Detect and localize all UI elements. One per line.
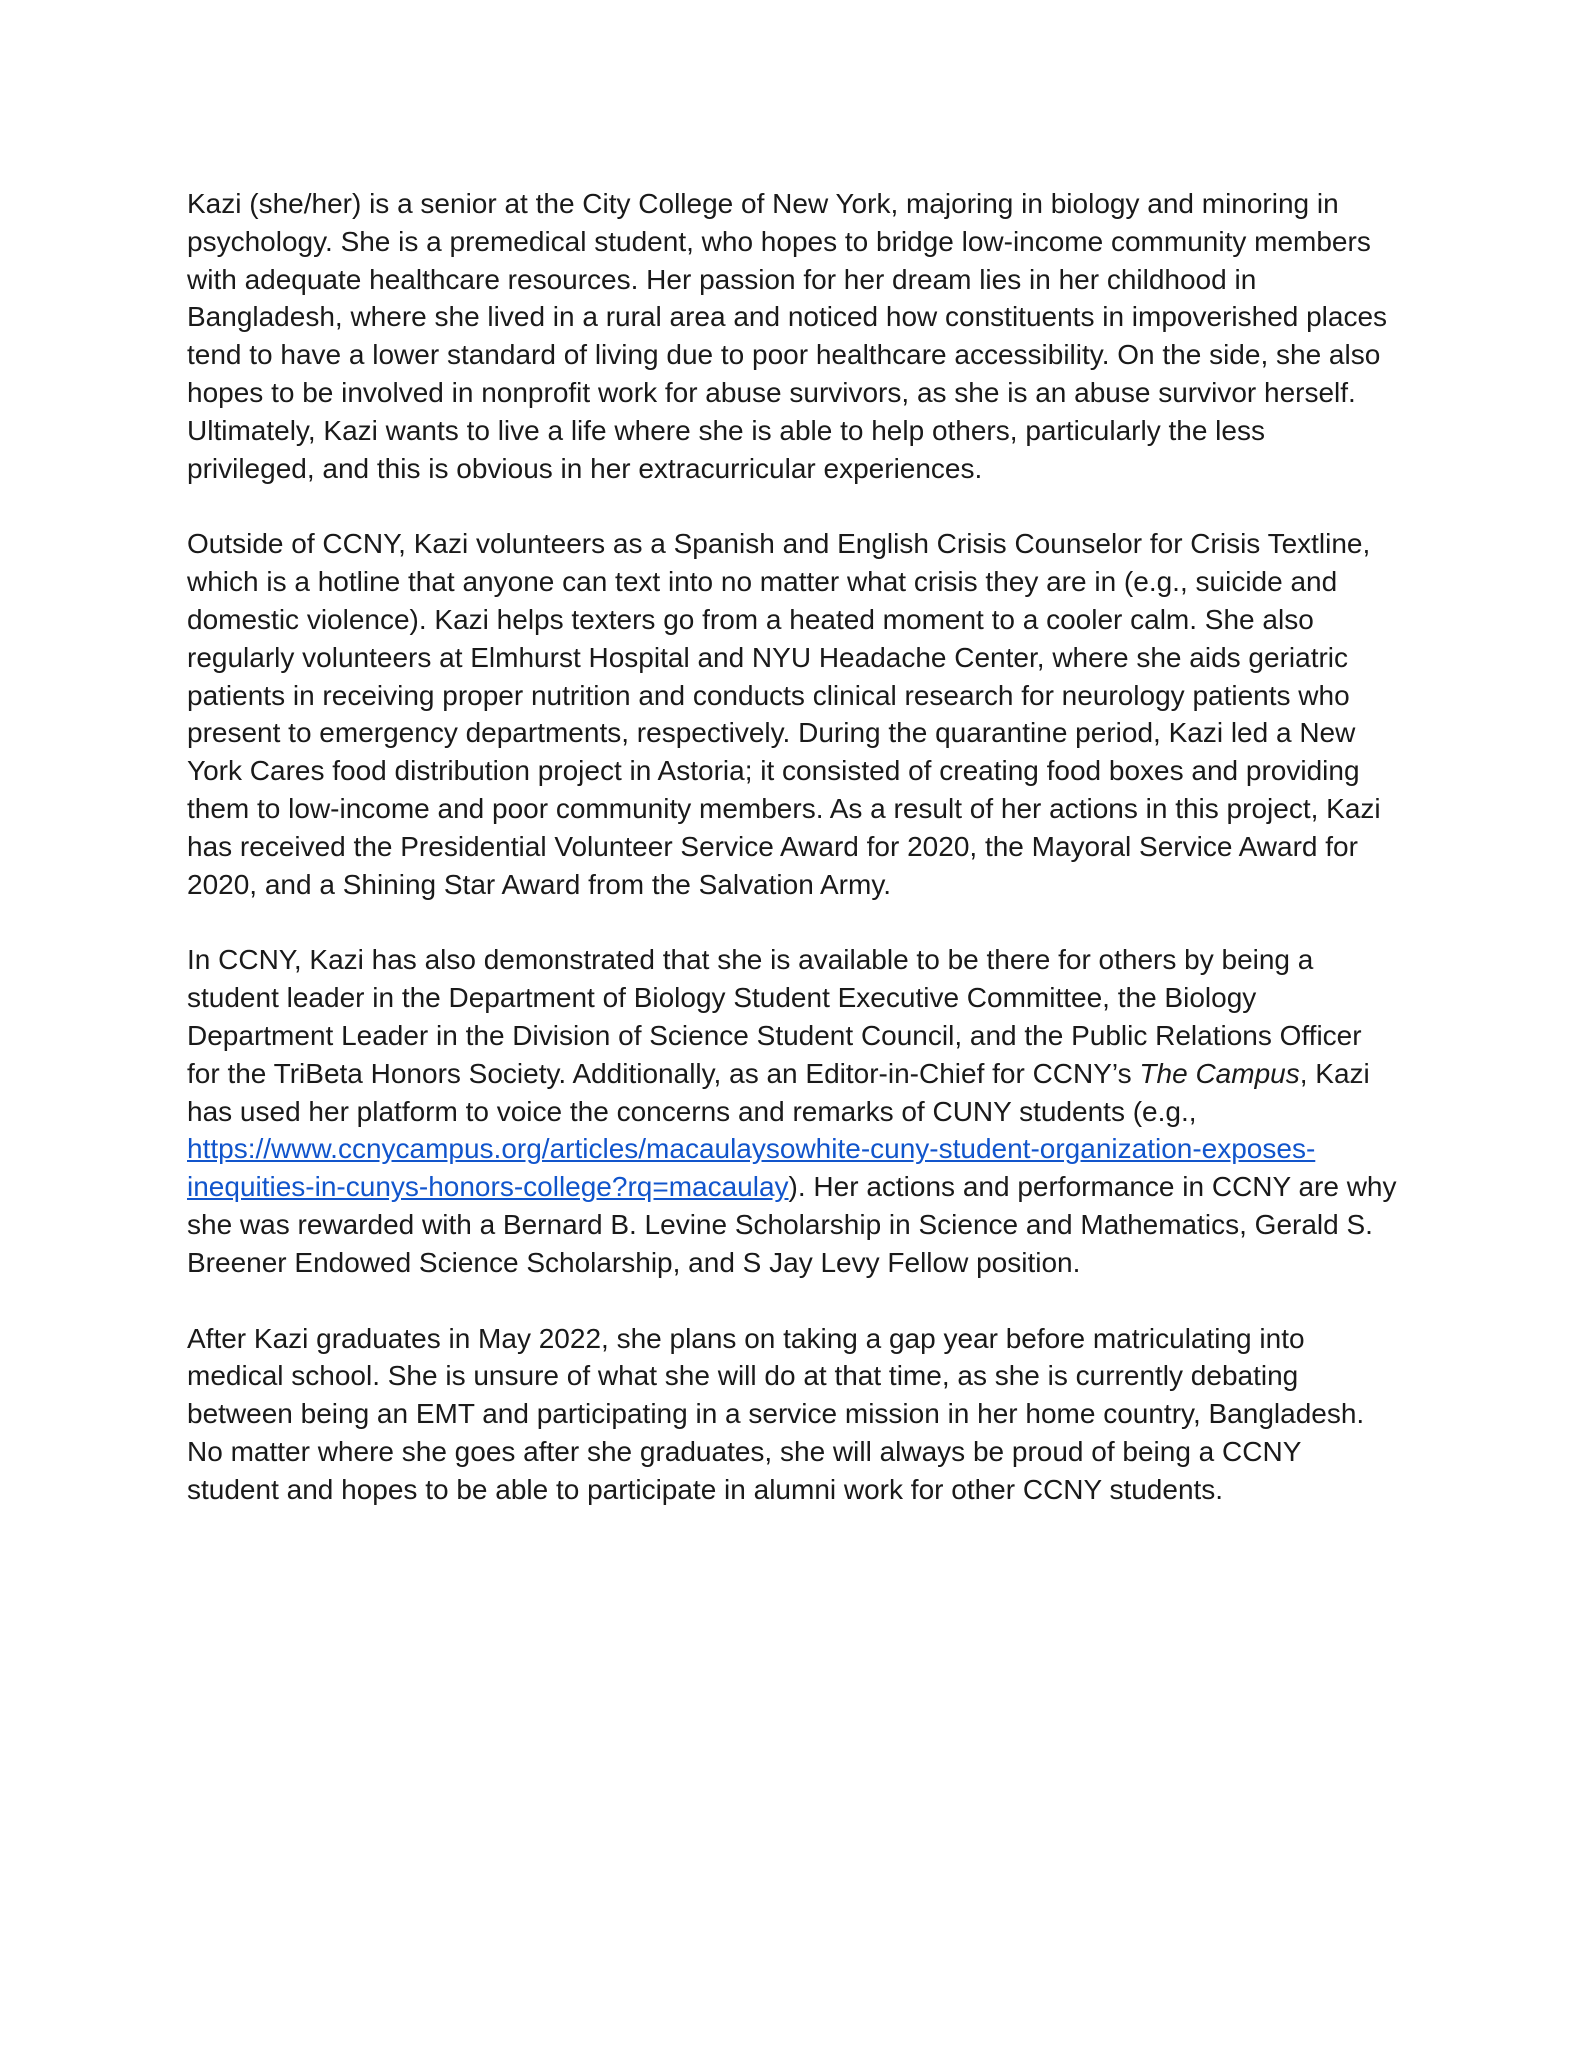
- article-link[interactable]: https://www.ccnycampus.org/articles/macaulaysowhite-cuny-student-organization-exposes-inequities-in-cunys-honors-college?rq=macaulay: [187, 1133, 1316, 1203]
- leadership-text-part1: In CCNY, Kazi has also demonstrated that she is available to be there for others by being a student leader in the Department of Biology Student Executive Committee, the Biology Department Leader in the Division of Science Student Council, and the Public Relations Officer for the TriBeta Honors Society. Additionally, as an Editor-in-Chief for CCNY’s: [187, 944, 1362, 1089]
- leadership-text-part3: ). Her actions and performance in CCNY are why she was rewarded with a Bernard B. Levine Scholarship in Science and Mathematics, Gerald S. Breener Endowed Science Scholarship, and S Jay Levy Fellow position.: [187, 1171, 1397, 1278]
- paragraph-intro: Kazi (she/her) is a senior at the City College of New York, majoring in biology and minoring in psychology. She is a premedical student, who hopes to bridge low-income community members with adequate healthcare resources. Her passion for her dream lies in her childhood in Bangladesh, where she lived in a rural area and noticed how constituents in impoverished places tend to have a lower standard of living due to poor healthcare accessibility. On the side, she also hopes to be involved in nonprofit work for abuse survivors, as she is an abuse survivor herself. Ultimately, Kazi wants to live a life where she is able to help others, particularly the less privileged, and this is obvious in her extracurricular experiences.: [187, 188, 1388, 484]
- leadership-text-part2: , Kazi has used her platform to voice the concerns and remarks of CUNY students (e.g.,: [187, 1057, 1370, 1127]
- paragraph-volunteering: Outside of CCNY, Kazi volunteers as a Spanish and English Crisis Counselor for Crisis Textline, which is a hotline that anyone can text into no matter what crisis they are in (e.g., suicide and domestic violence). Kazi helps texters go from a heated moment to a cooler calm. She also regularly volunteers at Elmhurst Hospital and NYU Headache Center, where she aids geriatric patients in receiving proper nutrition and conducts clinical research for neurology patients who present to emergency departments, respectively. During the quarantine period, Kazi led a New York Cares food distribution project in Astoria; it consisted of creating food boxes and providing them to low-income and poor community members. As a result of her actions in this project, Kazi has received the Presidential Volunteer Service Award for 2020, the Mayoral Service Award for 2020, and a Shining Star Award from the Salvation Army.: [187, 528, 1381, 900]
- paragraph-leadership: [187, 941, 1399, 1281]
- document-body: [187, 185, 1399, 1509]
- publication-title: The Campus: [1139, 1057, 1300, 1089]
- paragraph-future-plans: After Kazi graduates in May 2022, she plans on taking a gap year before matriculating into medical school. She is unsure of what she will do at that time, as she is currently debating between being an EMT and participating in a service mission in her home country, Bangladesh. No matter where she goes after she graduates, she will always be proud of being a CCNY student and hopes to be able to participate in alumni work for other CCNY students.: [187, 1322, 1365, 1505]
